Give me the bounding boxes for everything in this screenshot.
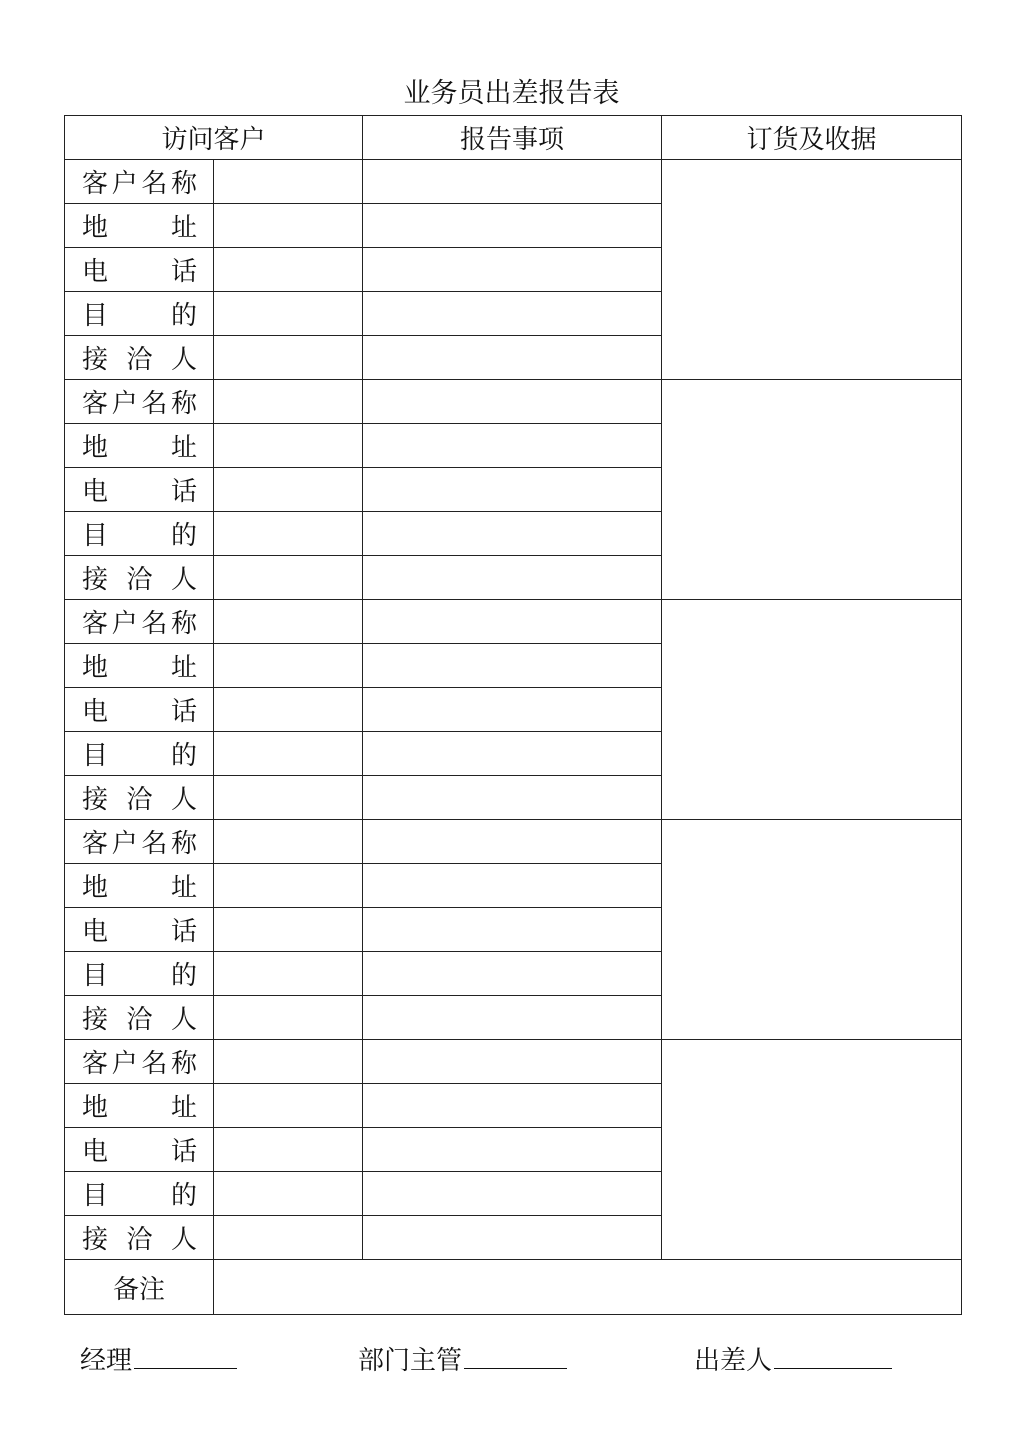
name-label-char: 称 bbox=[170, 609, 197, 639]
name-label-char: 称 bbox=[170, 829, 197, 859]
phone-label-char: 电 bbox=[82, 1137, 109, 1167]
report-item-cell[interactable] bbox=[363, 468, 662, 512]
customer-3-name-row bbox=[65, 600, 962, 644]
phone-label-char: 话 bbox=[170, 697, 197, 727]
name-label-char: 名 bbox=[141, 829, 168, 859]
report-item-cell[interactable] bbox=[363, 248, 662, 292]
purpose-label-char: 的 bbox=[170, 961, 197, 991]
report-item-cell[interactable] bbox=[363, 380, 662, 424]
phone-label-char: 电 bbox=[82, 697, 109, 727]
name-label-char: 称 bbox=[170, 169, 197, 199]
name-label bbox=[65, 380, 214, 424]
address-label-char: 址 bbox=[170, 433, 197, 463]
contact-label-char: 接 bbox=[82, 1005, 109, 1035]
contact-label-char: 人 bbox=[170, 1225, 197, 1255]
contact-label bbox=[65, 336, 214, 380]
contact-input-cell[interactable] bbox=[214, 996, 363, 1040]
name-label-char: 名 bbox=[141, 609, 168, 639]
report-item-cell[interactable] bbox=[363, 1084, 662, 1128]
remark-row bbox=[65, 1260, 962, 1315]
form-title: 业务员出差报告表 bbox=[403, 78, 620, 109]
phone-label-char: 话 bbox=[170, 917, 197, 947]
report-item-cell[interactable] bbox=[363, 424, 662, 468]
phone-label bbox=[65, 468, 214, 512]
name-label-char: 名 bbox=[141, 1049, 168, 1079]
purpose-label-char: 的 bbox=[170, 301, 197, 331]
traveler-signature-line[interactable] bbox=[774, 1338, 892, 1369]
customer-4-name-row bbox=[65, 820, 962, 864]
header-visit-customer: 访问客户 bbox=[65, 116, 363, 160]
address-label-char: 地 bbox=[82, 213, 109, 243]
report-item-cell[interactable] bbox=[363, 1040, 662, 1084]
phone-label bbox=[65, 248, 214, 292]
report-item-cell[interactable] bbox=[363, 776, 662, 820]
name-label bbox=[65, 1040, 214, 1084]
report-item-cell[interactable] bbox=[363, 204, 662, 248]
contact-input-cell[interactable] bbox=[214, 776, 363, 820]
purpose-label-char: 目 bbox=[82, 1181, 109, 1211]
name-label-char: 户 bbox=[111, 609, 138, 639]
address-label bbox=[65, 424, 214, 468]
name-input-cell[interactable] bbox=[214, 380, 363, 424]
name-label-char: 名 bbox=[141, 169, 168, 199]
contact-label-char: 洽 bbox=[126, 785, 153, 815]
traveler-label: 出差人 bbox=[694, 1346, 773, 1376]
phone-label bbox=[65, 908, 214, 952]
order-receipt-cell[interactable] bbox=[662, 820, 962, 1040]
address-input-cell[interactable] bbox=[214, 424, 363, 468]
report-item-cell[interactable] bbox=[363, 1128, 662, 1172]
phone-label-char: 电 bbox=[82, 257, 109, 287]
address-label-char: 址 bbox=[170, 653, 197, 683]
name-label-char: 客 bbox=[82, 1049, 109, 1079]
name-label-char: 客 bbox=[82, 829, 109, 859]
name-label-char: 户 bbox=[111, 1049, 138, 1079]
contact-input-cell[interactable] bbox=[214, 336, 363, 380]
customer-5-name-row bbox=[65, 1040, 962, 1084]
purpose-input-cell[interactable] bbox=[214, 512, 363, 556]
name-label bbox=[65, 160, 214, 204]
report-item-cell[interactable] bbox=[363, 908, 662, 952]
name-label-char: 户 bbox=[111, 389, 138, 419]
purpose-label bbox=[65, 1172, 214, 1216]
address-label bbox=[65, 864, 214, 908]
contact-label-char: 洽 bbox=[126, 1005, 153, 1035]
report-item-cell[interactable] bbox=[363, 1216, 662, 1260]
phone-input-cell[interactable] bbox=[214, 468, 363, 512]
contact-label-char: 洽 bbox=[126, 1225, 153, 1255]
contact-input-cell[interactable] bbox=[214, 556, 363, 600]
address-label-char: 地 bbox=[82, 653, 109, 683]
contact-input-cell[interactable] bbox=[214, 1216, 363, 1260]
name-input-cell[interactable] bbox=[214, 820, 363, 864]
manager-signature bbox=[80, 1338, 237, 1381]
phone-label bbox=[65, 688, 214, 732]
name-input-cell[interactable] bbox=[214, 1040, 363, 1084]
phone-label-char: 电 bbox=[82, 477, 109, 507]
order-receipt-cell[interactable] bbox=[662, 380, 962, 600]
address-label-char: 地 bbox=[82, 433, 109, 463]
name-label-char: 客 bbox=[82, 389, 109, 419]
purpose-label-char: 目 bbox=[82, 741, 109, 771]
name-label-char: 客 bbox=[82, 609, 109, 639]
purpose-label bbox=[65, 732, 214, 776]
table-header-row bbox=[65, 116, 962, 160]
name-input-cell[interactable] bbox=[214, 600, 363, 644]
phone-label-char: 话 bbox=[170, 257, 197, 287]
address-input-cell[interactable] bbox=[214, 864, 363, 908]
address-input-cell[interactable] bbox=[214, 204, 363, 248]
remark-input-cell[interactable] bbox=[214, 1260, 962, 1315]
address-label-char: 址 bbox=[170, 1093, 197, 1123]
name-label-char: 户 bbox=[111, 169, 138, 199]
address-label-char: 地 bbox=[82, 1093, 109, 1123]
phone-input-cell[interactable] bbox=[214, 688, 363, 732]
header-report-items: 报告事项 bbox=[363, 116, 662, 160]
traveler-signature bbox=[694, 1338, 892, 1381]
contact-label-char: 洽 bbox=[126, 565, 153, 595]
header-order-receipt: 订货及收据 bbox=[662, 116, 962, 160]
address-label bbox=[65, 204, 214, 248]
address-input-cell[interactable] bbox=[214, 644, 363, 688]
address-input-cell[interactable] bbox=[214, 1084, 363, 1128]
customer-1-name-row bbox=[65, 160, 962, 204]
phone-input-cell[interactable] bbox=[214, 1128, 363, 1172]
supervisor-signature-line[interactable] bbox=[464, 1338, 567, 1369]
name-input-cell[interactable] bbox=[214, 160, 363, 204]
address-label bbox=[65, 1084, 214, 1128]
name-label-char: 称 bbox=[170, 389, 197, 419]
name-label-char: 客 bbox=[82, 169, 109, 199]
order-receipt-cell[interactable] bbox=[662, 1040, 962, 1260]
contact-label-char: 洽 bbox=[126, 345, 153, 375]
report-item-cell[interactable] bbox=[363, 600, 662, 644]
purpose-label bbox=[65, 952, 214, 996]
contact-label-char: 人 bbox=[170, 1005, 197, 1035]
name-label-char: 户 bbox=[111, 829, 138, 859]
contact-label bbox=[65, 556, 214, 600]
purpose-label-char: 目 bbox=[82, 301, 109, 331]
contact-label bbox=[65, 1216, 214, 1260]
manager-label: 经理 bbox=[80, 1346, 133, 1376]
name-label bbox=[65, 820, 214, 864]
contact-label-char: 接 bbox=[82, 345, 109, 375]
purpose-input-cell[interactable] bbox=[214, 1172, 363, 1216]
contact-label-char: 接 bbox=[82, 785, 109, 815]
purpose-label-char: 目 bbox=[82, 961, 109, 991]
contact-label-char: 接 bbox=[82, 1225, 109, 1255]
signature-footer bbox=[0, 1338, 1023, 1382]
purpose-label bbox=[65, 512, 214, 556]
report-item-cell[interactable] bbox=[363, 556, 662, 600]
purpose-label-char: 的 bbox=[170, 741, 197, 771]
manager-signature-line[interactable] bbox=[134, 1338, 237, 1369]
contact-label bbox=[65, 776, 214, 820]
report-item-cell[interactable] bbox=[363, 160, 662, 204]
phone-label-char: 话 bbox=[170, 1137, 197, 1167]
address-label bbox=[65, 644, 214, 688]
supervisor-signature bbox=[358, 1338, 567, 1381]
contact-label-char: 人 bbox=[170, 345, 197, 375]
purpose-label-char: 目 bbox=[82, 521, 109, 551]
address-label-char: 地 bbox=[82, 873, 109, 903]
order-receipt-cell[interactable] bbox=[662, 600, 962, 820]
purpose-label bbox=[65, 292, 214, 336]
report-item-cell[interactable] bbox=[363, 864, 662, 908]
phone-label-char: 电 bbox=[82, 917, 109, 947]
phone-input-cell[interactable] bbox=[214, 908, 363, 952]
contact-label-char: 人 bbox=[170, 785, 197, 815]
report-table bbox=[64, 115, 962, 1315]
report-item-cell[interactable] bbox=[363, 820, 662, 864]
contact-label-char: 接 bbox=[82, 565, 109, 595]
report-item-cell[interactable] bbox=[363, 292, 662, 336]
report-item-cell[interactable] bbox=[363, 996, 662, 1040]
report-item-cell[interactable] bbox=[363, 1172, 662, 1216]
report-item-cell[interactable] bbox=[363, 688, 662, 732]
purpose-input-cell[interactable] bbox=[214, 292, 363, 336]
report-item-cell[interactable] bbox=[363, 644, 662, 688]
phone-label bbox=[65, 1128, 214, 1172]
name-label-char: 称 bbox=[170, 1049, 197, 1079]
remark-label: 备注 bbox=[65, 1260, 214, 1315]
supervisor-label: 部门主管 bbox=[358, 1346, 463, 1376]
customer-2-name-row bbox=[65, 380, 962, 424]
phone-input-cell[interactable] bbox=[214, 248, 363, 292]
contact-label bbox=[65, 996, 214, 1040]
report-item-cell[interactable] bbox=[363, 512, 662, 556]
report-item-cell[interactable] bbox=[363, 336, 662, 380]
report-item-cell[interactable] bbox=[363, 732, 662, 776]
purpose-input-cell[interactable] bbox=[214, 952, 363, 996]
phone-label-char: 话 bbox=[170, 477, 197, 507]
contact-label-char: 人 bbox=[170, 565, 197, 595]
address-label-char: 址 bbox=[170, 213, 197, 243]
name-label bbox=[65, 600, 214, 644]
order-receipt-cell[interactable] bbox=[662, 160, 962, 380]
report-item-cell[interactable] bbox=[363, 952, 662, 996]
name-label-char: 名 bbox=[141, 389, 168, 419]
purpose-label-char: 的 bbox=[170, 1181, 197, 1211]
purpose-input-cell[interactable] bbox=[214, 732, 363, 776]
purpose-label-char: 的 bbox=[170, 521, 197, 551]
address-label-char: 址 bbox=[170, 873, 197, 903]
